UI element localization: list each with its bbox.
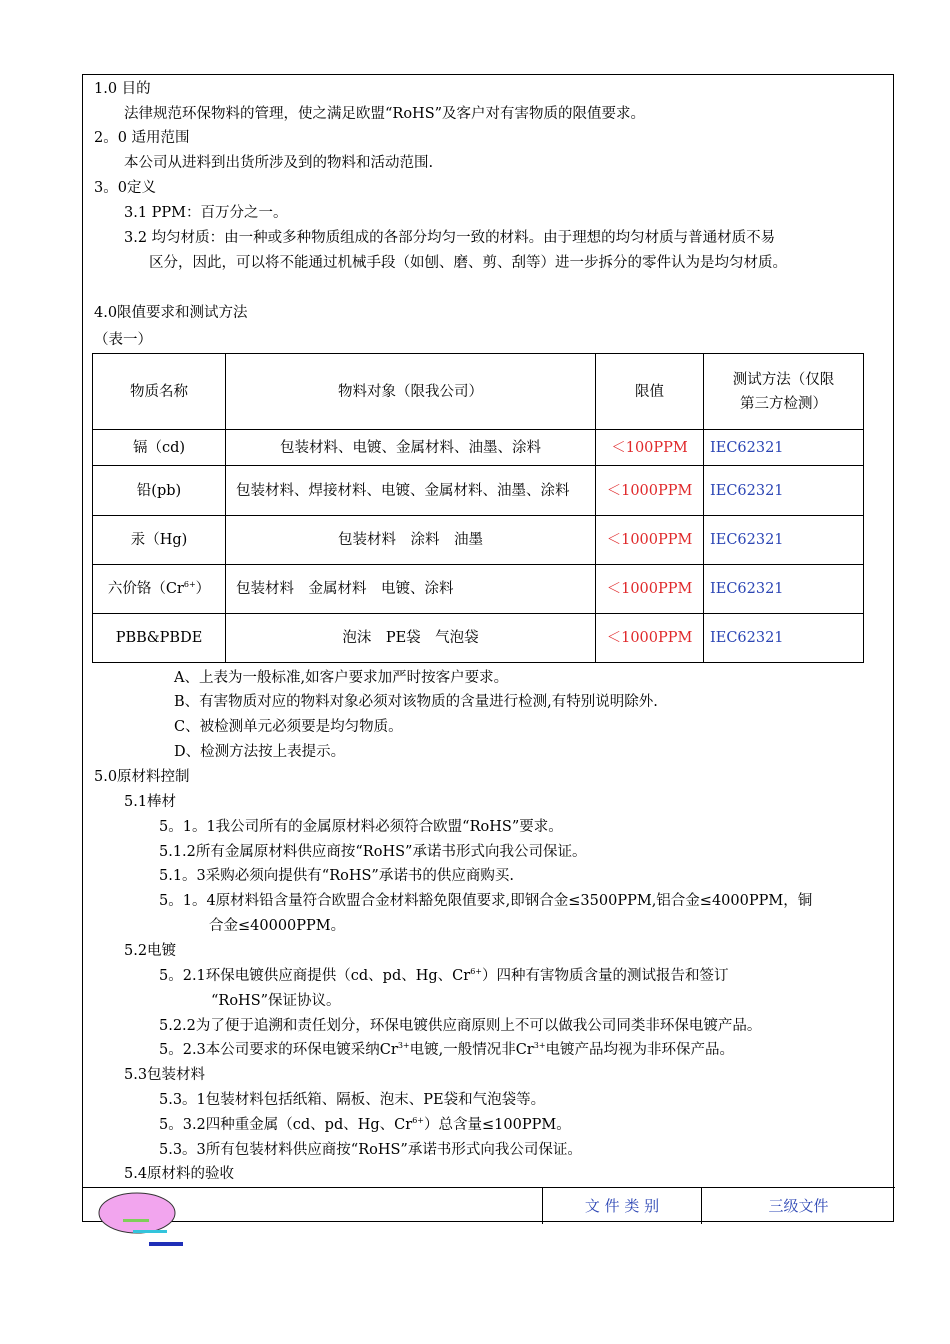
logo-ellipse [99,1193,175,1233]
logo-blue-bar [149,1242,183,1246]
section-3-heading: 3。0定义 [94,180,156,196]
packaging-item-2 [159,1113,571,1138]
header-objects: 物料对象（限我公司） [226,354,596,430]
company-logo [97,1189,187,1259]
acceptance-heading: 5.4原材料的验收 [124,1166,235,1182]
plating-item-3-a: 5。2.3本公司要求的环保电镀采纳Cr [159,1042,398,1058]
bar-item-4-rest: 合金≤40000PPM。 [209,918,346,934]
cell-limit: ＜1000PPM [596,516,704,565]
packaging-item-2-sup: 6+ [412,1116,425,1126]
table-row [93,430,864,466]
document-footer [83,1187,895,1224]
cell-method: IEC62321 [704,614,864,663]
bar-item-1: 5。1。1我公司所有的金属原材料必须符合欧盟“RoHS”要求。 [159,819,563,835]
table-row [93,516,864,565]
definition-homogeneous-first: 3.2 均匀材质：由一种或多种物质组成的各部分均匀一致的材料。由于理想的均匀材质与普通材质不易 [124,230,776,246]
cell-substance-sup: 6+ [183,580,196,590]
table-row [93,614,864,663]
cell-substance-prefix: 六价铬（Cr [107,581,184,597]
header-substance: 物质名称 [93,354,226,430]
section-4-heading: 4.0限值要求和测试方法 [94,305,248,321]
plating-item-3-b: 电镀,一般情况非Cr [409,1042,534,1058]
table-caption: （表一） [94,332,152,348]
plating-item-3-sup-2: 3+ [533,1041,546,1051]
plating-item-1-rest: “RoHS”保证协议。 [211,993,341,1009]
cell-objects: 包装材料 金属材料 电镀、涂料 [226,565,596,614]
cell-objects: 包装材料 涂料 油墨 [226,516,596,565]
packaging-heading: 5.3包装材料 [124,1067,206,1083]
document-body [83,75,895,1187]
bar-item-3: 5.1。3采购必须向提供有“RoHS”承诺书的供应商购买. [159,868,514,884]
plating-item-1-sup: 6+ [470,967,483,977]
packaging-item-1: 5.3。1包装材料包括纸箱、隔板、泡末、PE袋和气泡袋等。 [159,1092,546,1108]
footer-category-label: 文 件 类 别 [584,1197,660,1215]
plating-item-3-c: 电镀产品均视为非环保产品。 [545,1042,735,1058]
cell-substance: 镉（cd) [93,430,226,466]
logo-cyan-bar [133,1230,167,1233]
cell-limit: ＜1000PPM [596,565,704,614]
cell-method: IEC62321 [704,466,864,516]
plating-item-1-suffix: ）四种有害物质含量的测试报告和签订 [482,968,729,984]
header-limit: 限值 [596,354,704,430]
cell-substance-suffix: ） [195,581,211,597]
cell-limit: ＜100PPM [596,430,704,466]
section-2-heading: 2。0 适用范围 [94,130,190,146]
plating-item-2: 5.2.2为了便于追溯和责任划分，环保电镀供应商原则上不可以做我公司同类非环保电镀产品。 [159,1018,762,1034]
plating-item-3-sup-1: 3+ [397,1041,410,1051]
header-method: 测试方法（仅限第三方检测） [704,354,864,430]
table-note-a: A、上表为一般标准,如客户要求加严时按客户要求。 [174,670,509,686]
plating-item-1-prefix: 5。2.1环保电镀供应商提供（cd、pd、Hg、Cr [159,968,471,984]
logo-green-bar [123,1219,149,1222]
table-note-d: D、检测方法按上表提示。 [174,744,346,760]
definition-homogeneous-rest: 区分，因此，可以将不能通过机械手段（如刨、磨、剪、刮等）进一步拆分的零件认为是均匀材质。 [149,255,787,271]
cell-substance: 铅(pb) [93,466,226,516]
table-header-row [93,354,864,430]
bar-heading: 5.1棒材 [124,794,177,810]
packaging-item-2-prefix: 5。3.2四种重金属（cd、pd、Hg、Cr [159,1117,413,1133]
plating-heading: 5.2电镀 [124,943,177,959]
cell-substance: 汞（Hg) [93,516,226,565]
section-1-heading: 1.0 目的 [94,81,151,97]
table-row [93,565,864,614]
bar-item-4-first: 5。1。4原材料铅含量符合欧盟合金材料豁免限值要求,即钢合金≤3500PPM,铝合金≤4000PPM，铜 [159,893,813,909]
cell-method: IEC62321 [704,565,864,614]
cell-objects: 包装材料、焊接材料、电镀、金属材料、油墨、涂料 [226,466,596,516]
packaging-item-2-suffix: ）总含量≤100PPM。 [424,1117,571,1133]
cell-substance: PBB&PBDE [93,614,226,663]
definition-ppm: 3.1 PPM：百万分之一。 [124,205,288,221]
table-note-b: B、有害物质对应的物料对象必须对该物质的含量进行检测,有特别说明除外. [174,694,658,710]
cell-method: IEC62321 [704,516,864,565]
section-2-text: 本公司从进料到出货所涉及到的物料和活动范围. [124,155,434,171]
plating-item-3 [159,1038,734,1063]
cell-objects: 包装材料、电镀、金属材料、油墨、涂料 [226,430,596,466]
cell-substance [93,565,226,614]
table-row [93,466,864,516]
table-note-c: C、被检测单元必须要是均匀物质。 [174,719,403,735]
document-frame [82,74,894,1222]
bar-item-2: 5.1.2所有金属原材料供应商按“RoHS”承诺书形式向我公司保证。 [159,844,587,860]
footer-category-value: 三级文件 [768,1197,829,1215]
limits-table [92,353,864,663]
cell-limit: ＜1000PPM [596,466,704,516]
section-1-text: 法律规范环保物料的管理，使之满足欧盟“RoHS”及客户对有害物质的限值要求。 [124,106,646,122]
packaging-item-3: 5.3。3所有包装材料供应商按“RoHS”承诺书形式向我公司保证。 [159,1142,582,1158]
plating-item-1 [159,964,729,989]
section-5-heading: 5.0原材料控制 [94,769,190,785]
cell-objects: 泡沫 PE袋 气泡袋 [226,614,596,663]
cell-method: IEC62321 [704,430,864,466]
cell-limit: ＜1000PPM [596,614,704,663]
